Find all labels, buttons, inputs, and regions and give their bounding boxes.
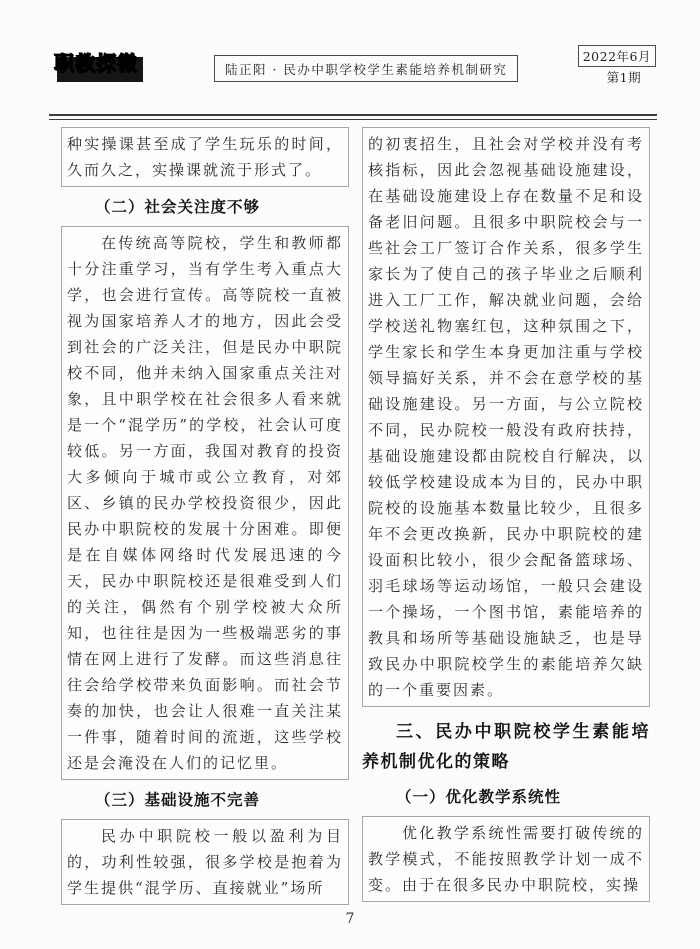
journal-logo (54, 44, 146, 86)
issue-date: 2022年6月 (578, 45, 656, 67)
heading-section-2: （二）社会关注度不够 (95, 198, 261, 216)
paragraph-continued-left: 种实操课甚至成了学生玩乐的时间，久而久之，实操课就流于形式了。 (61, 127, 349, 187)
article-body (61, 127, 651, 905)
paragraph-last: 优化教学系统性需要打破传统的教学模式，不能按照教学计划一成不变。由于在很多民办中职院校，实操 (362, 816, 650, 902)
running-title: 陆正阳 · 民办中职学校学生素能培养机制研究 (214, 55, 518, 82)
heading-section-3: （三）基础设施不完善 (95, 791, 261, 809)
paragraph-section-2: 在传统高等院校，学生和教师都十分注重学习，当有学生考入重点大学，也会进行宣传。高等院校一直被视为国家培养人才的地方，因此会受到社会的广泛关注，但是民办中职院校不同，他并未纳入国家重点关注对象，且中职学校在社会很多人看来就是一个“混学历”的学校，社会认可度较低。另一方面，我国对教育的投资大多倾向于城市或公立教育，对郊区、乡镇的民办学校投资很少，因此民办中职院校的发展十分困难。即便是在自媒体网络时代发展迅速的今天，民办中职院校还是很难受到人们的关注，偶然有个别学校被大众所知，也往往是因为一些极端恶劣的事情在网上进行了发酵。而这些消息往往会给学校带来负面影响。而社会节奏的加快，也会让人很难一直关注某一件事，随着时间的流逝，这些学校还是会淹没在人们的记忆里。 (61, 226, 349, 780)
issue-info (578, 45, 656, 86)
heading-chapter-3: 三、民办中职院校学生素能培养机制优化的策略 (362, 722, 650, 772)
paragraph-continued-right: 的初衷招生，且社会对学校并没有考核指标，因此会忽视基础设施建设，在基础设施建设上存在数量不足和设备老旧问题。且很多中职院校会与一些社会工厂签订合作关系，很多学生家长为了使自己的孩子毕业之后顺利进入工厂工作，解决就业问题，会给学校送礼物塞红包，这种氛围之下，学生家长和学生本身更加注重与学校领导搞好关系，并不会在意学校的基础设施建设。另一方面，与公立院校不同，民办院校一般没有政府扶持，基础设施建设都由院校自行解决，以较低学校建设成本为目的，民办中职院校的设施基本数量比较少，且很多年不会更改换新，民办中职院校的建设面积比较小，很少会配备篮球场、羽毛球场等运动场馆，一般只会建设一个操场，一个图书馆，素能培养的教具和场所等基础设施缺乏，也是导致民办中职院校学生的素能培养欠缺的一个重要因素。 (362, 127, 650, 707)
left-column (61, 127, 349, 905)
right-column (362, 127, 650, 902)
logo-text: 职教探微 (54, 51, 138, 75)
issue-number: 第1期 (606, 70, 642, 85)
page-number: 7 (345, 911, 355, 927)
paragraph-section-3: 民办中职院校一般以盈利为目的，功利性较强，很多学校是抱着为学生提供“混学历、直接就业”场所 (61, 819, 349, 905)
header-double-rule (49, 114, 657, 120)
heading-subsection-1: （一）优化教学系统性 (396, 788, 562, 806)
